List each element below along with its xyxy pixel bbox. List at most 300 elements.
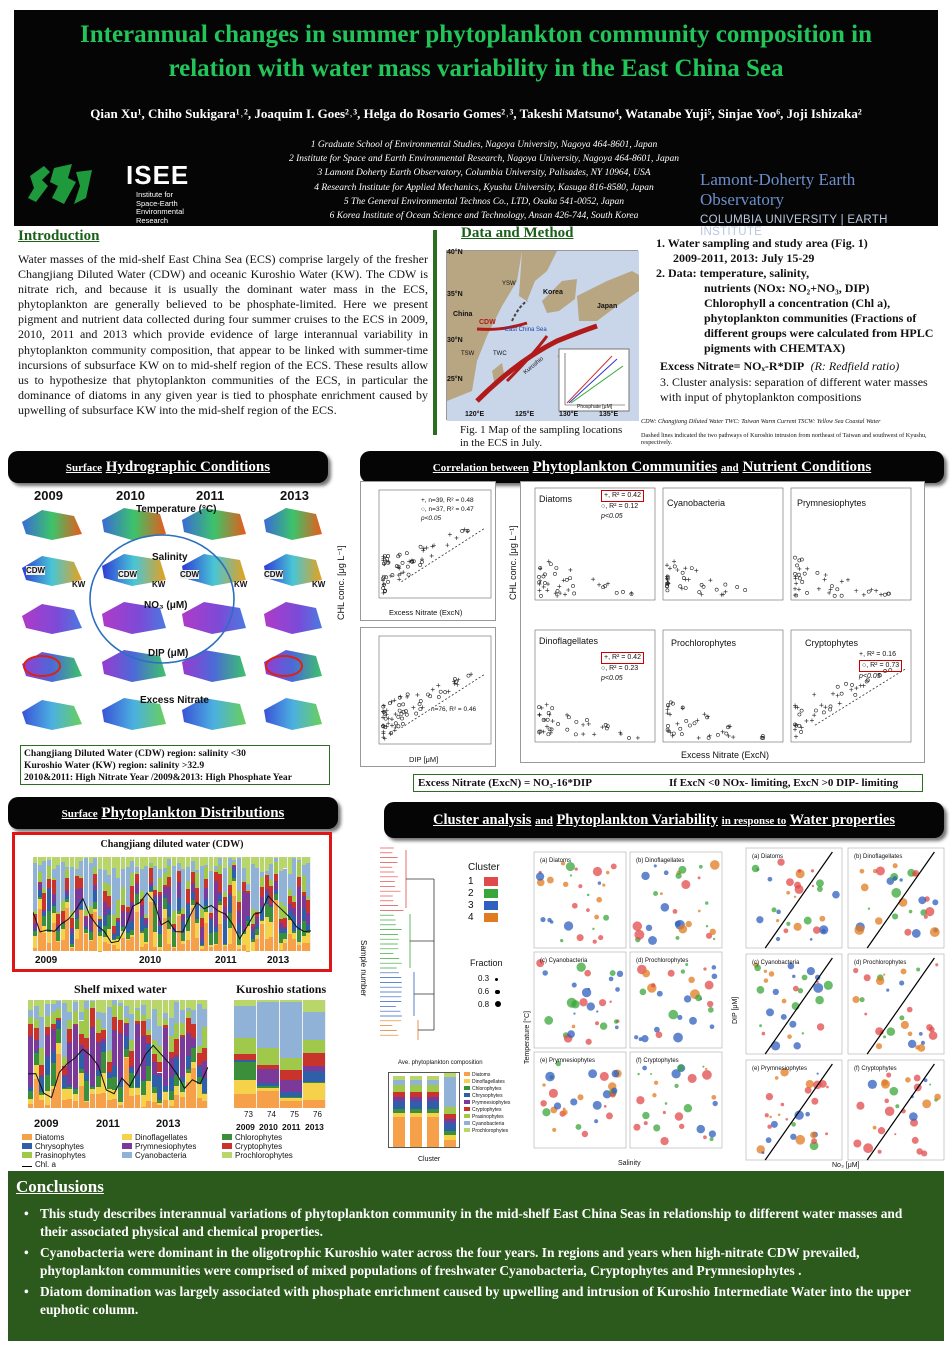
data-point — [776, 910, 781, 915]
data-point — [703, 967, 706, 970]
data-point — [565, 713, 569, 717]
data-point — [641, 1035, 648, 1042]
avg-composition-bar — [410, 1092, 422, 1096]
data-point — [562, 578, 566, 582]
data-point — [769, 1116, 772, 1119]
data-point — [650, 1073, 652, 1075]
data-point — [771, 1041, 780, 1050]
data-point — [793, 703, 797, 707]
data-point — [813, 926, 821, 934]
data-point — [390, 717, 394, 721]
avg-composition-bar — [427, 1117, 439, 1147]
data-point — [683, 566, 687, 570]
data-point — [437, 695, 440, 698]
legend-item — [222, 1151, 293, 1160]
data-point — [781, 1014, 787, 1020]
data-point — [813, 983, 823, 993]
legend-swatch — [122, 1152, 132, 1158]
data-point — [840, 579, 844, 583]
data-point — [706, 925, 708, 927]
cluster-number: 4 — [468, 912, 474, 923]
data-point — [586, 908, 590, 912]
data-point — [419, 708, 422, 711]
data-point — [811, 1098, 818, 1105]
data-point — [552, 1128, 556, 1132]
data-point — [538, 706, 541, 709]
data-point — [681, 969, 685, 973]
data-point — [934, 1094, 941, 1101]
data-point — [666, 724, 669, 727]
legend-label: Chlorophytes — [235, 1133, 283, 1142]
data-point — [768, 877, 773, 882]
data-point — [545, 1072, 555, 1082]
data-point — [794, 923, 802, 931]
data-point — [611, 1088, 617, 1094]
data-point — [885, 1106, 895, 1116]
correlation-ribbon: Correlation between Phytoplankton Communities and Nutrient Conditions — [360, 451, 944, 483]
data-point — [598, 881, 601, 884]
data-point — [725, 732, 728, 735]
data-point — [591, 577, 595, 581]
data-point — [586, 1039, 592, 1045]
avg-composition-bar — [410, 1101, 422, 1108]
data-point — [793, 572, 796, 575]
avg-composition-bar — [410, 1097, 422, 1101]
data-point — [908, 1032, 913, 1037]
data-point — [675, 921, 681, 927]
data-point — [819, 916, 825, 922]
composition-bar — [257, 1069, 279, 1083]
data-point — [907, 1007, 913, 1013]
cluster-number: 1 — [468, 876, 474, 887]
data-point — [864, 974, 871, 981]
data-point — [536, 872, 544, 880]
data-point — [731, 735, 735, 739]
data-point — [642, 970, 650, 978]
data-point — [863, 1143, 873, 1153]
data-point — [688, 1074, 697, 1083]
data-point — [803, 572, 806, 575]
data-point — [724, 590, 728, 594]
data-point — [916, 968, 920, 972]
data-point — [592, 928, 594, 930]
avg-composition-chart: Ave. phytoplankton composition Diatoms Dinoflagellates Chlorophytes Chrysophytes Prymnesiophytes Cryptophytes Prasinophytes Cyanobacteria Prochlorophytes Cluster — [380, 1060, 520, 1170]
data-point — [836, 693, 840, 697]
legend-swatch — [464, 1093, 470, 1097]
data-point — [833, 594, 836, 597]
data-point — [555, 566, 558, 569]
data-point — [831, 692, 835, 696]
fraction-dot — [495, 1001, 501, 1007]
data-point — [564, 921, 573, 930]
data-point — [829, 708, 832, 711]
composition-bar — [257, 1091, 279, 1108]
data-point — [425, 546, 429, 550]
composition-legend — [22, 1133, 332, 1169]
data-point — [876, 866, 885, 875]
data-point — [929, 1083, 931, 1085]
data-point — [588, 1069, 597, 1078]
data-point — [542, 585, 546, 589]
data-point — [838, 701, 842, 705]
data-point — [679, 727, 682, 730]
data-point — [593, 867, 602, 876]
legend-swatch — [464, 1114, 470, 1118]
data-point — [382, 562, 385, 565]
intro-heading: Introduction — [18, 228, 100, 244]
composition-bar — [280, 1098, 302, 1101]
cluster-method: 3. Cluster analysis: separation of different water masses with input of phytoplankton compositions — [660, 375, 928, 404]
composition-bar — [303, 1083, 325, 1100]
avg-composition-bar — [410, 1117, 422, 1147]
legend-swatch — [464, 1128, 470, 1132]
data-point — [621, 590, 624, 593]
legend-label: Cryptophytes — [472, 1107, 502, 1113]
data-point — [806, 1080, 814, 1088]
data-point — [797, 573, 800, 576]
data-point — [394, 722, 397, 725]
data-point — [391, 574, 394, 577]
data-point — [678, 925, 687, 934]
avg-composition-bar — [444, 1119, 456, 1123]
data-point — [660, 892, 663, 895]
data-point — [663, 1111, 666, 1114]
avg-composition-bar — [444, 1140, 456, 1147]
data-point — [793, 986, 799, 992]
data-point — [876, 1043, 882, 1049]
data-point — [394, 712, 398, 716]
kuroshio-title: Kuroshio stations — [236, 982, 327, 996]
data-point — [557, 584, 561, 588]
divider-line — [433, 230, 437, 435]
legend-swatch — [464, 1121, 470, 1125]
data-point — [542, 970, 547, 975]
data-point — [675, 1112, 683, 1120]
data-point — [756, 916, 763, 923]
data-point — [824, 573, 828, 577]
conclusions-section — [8, 1171, 944, 1341]
data-point — [715, 588, 718, 591]
data-point — [918, 896, 926, 904]
data-point — [812, 693, 816, 697]
data-point — [545, 588, 549, 592]
legend-label: Cryptophytes — [235, 1142, 283, 1151]
data-point — [666, 707, 670, 711]
data-point — [804, 719, 808, 723]
data-point — [389, 574, 393, 578]
cluster-swatch — [484, 877, 498, 886]
data-point — [812, 885, 814, 887]
data-point — [563, 592, 567, 596]
data-point — [588, 988, 590, 990]
data-point — [785, 1118, 788, 1121]
data-point — [455, 536, 459, 540]
data-point — [712, 965, 717, 970]
data-point — [881, 1079, 888, 1086]
composition-bar — [257, 1083, 279, 1087]
data-point — [878, 1127, 885, 1134]
data-point — [800, 730, 803, 733]
avg-legend-item — [464, 1072, 510, 1079]
data-point — [646, 925, 652, 931]
data-point — [817, 1023, 824, 1030]
data-point — [406, 693, 409, 696]
data-point — [634, 1035, 638, 1039]
data-point — [615, 1026, 619, 1030]
data-point — [794, 882, 801, 889]
data-point — [705, 901, 708, 904]
data-point — [705, 981, 714, 990]
data-point — [675, 722, 679, 726]
data-point — [568, 568, 572, 572]
data-point — [844, 682, 847, 685]
cdw-composition-chart: Changjiang diluted water (CDW) 2009 2010 2011 2013 — [12, 832, 332, 972]
legend-label: Chl. a — [35, 1160, 56, 1169]
data-point — [675, 568, 679, 572]
data-point — [793, 556, 796, 559]
data-point — [875, 1027, 883, 1035]
avg-composition-bar — [427, 1092, 439, 1096]
legend-swatch — [222, 1134, 232, 1140]
avg-composition-bar — [444, 1114, 456, 1118]
data-point — [935, 963, 938, 966]
legend-item — [122, 1133, 187, 1142]
data-point — [757, 986, 765, 994]
data-point — [912, 1137, 919, 1144]
legend-item — [22, 1160, 56, 1169]
data-point — [575, 720, 578, 723]
data-point — [800, 709, 803, 712]
data-point — [710, 1024, 715, 1029]
data-point — [879, 593, 883, 597]
legend-label: Chrysophytes — [35, 1142, 84, 1151]
data-point — [627, 736, 630, 739]
data-point — [419, 563, 422, 566]
legend-swatch — [464, 1107, 470, 1111]
avg-composition-bar — [427, 1113, 439, 1117]
data-point — [832, 891, 840, 899]
data-point — [382, 704, 386, 708]
composition-bar — [303, 1082, 325, 1083]
data-point — [922, 1099, 931, 1108]
data-point — [587, 894, 590, 897]
data-point — [547, 713, 551, 717]
data-point — [805, 591, 808, 594]
kuroshio-composition-chart — [234, 1000, 326, 1108]
data-point — [668, 1010, 678, 1020]
data-point — [702, 712, 706, 716]
data-point — [640, 989, 647, 996]
data-point — [767, 1124, 771, 1128]
abbreviations: CDW: Changjiang Diluted Water TWC: Taiwan Warm Current TSCW: Yellow Sea Coastal Water — [641, 418, 881, 425]
data-point — [386, 580, 389, 583]
data-point — [840, 692, 843, 695]
legend-swatch — [22, 1161, 32, 1167]
data-point — [661, 903, 670, 912]
data-point — [710, 860, 720, 870]
data-point — [595, 1021, 599, 1025]
legend-label: Diatoms — [35, 1133, 65, 1142]
data-point — [816, 571, 819, 574]
data-point — [712, 973, 718, 979]
data-point — [431, 688, 435, 692]
composition-bar — [280, 1092, 302, 1097]
data-point — [606, 1112, 613, 1119]
data-point — [426, 693, 429, 696]
data-point — [800, 726, 804, 730]
composition-bar — [257, 1065, 279, 1069]
data-point — [549, 1089, 558, 1098]
data-point — [908, 1040, 916, 1048]
data-point — [874, 589, 878, 593]
cluster-swatch — [484, 913, 498, 922]
composition-bar — [257, 1088, 279, 1091]
data-point — [673, 909, 678, 914]
data-point — [893, 863, 898, 868]
avg-composition-bar — [393, 1092, 405, 1096]
data-point — [393, 728, 397, 732]
data-point — [567, 1030, 575, 1038]
avg-composition-bar — [410, 1113, 422, 1117]
data-point — [678, 866, 686, 874]
legend-swatch — [22, 1152, 32, 1158]
data-point — [593, 939, 597, 943]
avg-legend-item — [464, 1107, 510, 1114]
data-point — [469, 672, 473, 676]
composition-bar — [303, 1012, 325, 1040]
data-point — [447, 690, 451, 694]
composition-bar — [234, 1060, 256, 1062]
data-point — [693, 722, 696, 725]
data-point — [864, 1013, 867, 1016]
data-point — [850, 683, 853, 686]
data-point — [783, 928, 788, 933]
fraction-dot — [495, 978, 498, 981]
data-point — [830, 585, 833, 588]
data-point — [790, 1134, 796, 1140]
data-point — [814, 709, 817, 712]
data-point — [397, 715, 400, 718]
data-point — [930, 927, 940, 937]
data-point — [862, 593, 866, 597]
data-point — [797, 567, 801, 571]
data-point — [560, 939, 563, 942]
data-point — [912, 929, 921, 938]
data-point — [695, 995, 702, 1002]
data-point — [775, 1076, 779, 1080]
composition-bar — [280, 1101, 302, 1108]
fraction-legend — [478, 972, 501, 1011]
data-point — [674, 1084, 678, 1088]
data-point — [461, 529, 464, 532]
plot-frame — [848, 1060, 944, 1160]
data-point — [574, 733, 577, 736]
legend-item — [22, 1142, 84, 1151]
data-point — [387, 561, 390, 564]
data-point — [681, 571, 684, 574]
data-point — [603, 915, 609, 921]
data-point — [892, 913, 898, 919]
data-point — [878, 1150, 882, 1154]
data-point — [766, 1093, 773, 1100]
data-point — [537, 712, 541, 716]
data-point — [665, 563, 669, 567]
data-point — [909, 1112, 918, 1121]
data-point — [764, 978, 768, 982]
data-point — [695, 718, 699, 722]
data-point — [823, 705, 827, 709]
data-point — [752, 865, 759, 872]
data-point — [899, 1015, 904, 1020]
data-point — [793, 728, 797, 732]
chl-line — [33, 893, 311, 943]
data-point — [698, 910, 701, 913]
data-point — [685, 719, 688, 722]
legend-label: Cyanobacteria — [135, 1151, 187, 1160]
data-point — [826, 1086, 829, 1089]
data-point — [681, 880, 690, 889]
data-point — [551, 719, 555, 723]
data-point — [582, 1131, 588, 1137]
data-point — [901, 1021, 909, 1029]
data-point — [899, 981, 904, 986]
data-point — [708, 734, 712, 738]
data-point — [547, 877, 554, 884]
data-point — [773, 989, 779, 995]
fraction-legend-item — [478, 985, 501, 998]
data-point — [684, 995, 691, 1002]
data-point — [762, 1032, 766, 1036]
data-point — [673, 565, 676, 568]
data-point — [792, 975, 795, 978]
data-point — [899, 878, 902, 881]
author-list: Qian Xu¹, Chiho Sukigara¹˒², Joaquim I. Goes²˒³, Helga do Rosario Gomes²˒³, Takeshi Matsuno⁴, Watanabe Yuji⁵, Sinjae Yoo⁶, Joji Ishizaka² — [90, 106, 862, 121]
avg-composition-bar — [444, 1123, 456, 1130]
data-point — [402, 703, 405, 706]
data-point — [381, 587, 384, 590]
data-point — [680, 733, 683, 736]
data-point — [397, 577, 401, 581]
trend-line — [401, 674, 485, 728]
data-point — [711, 1095, 716, 1100]
data-point — [694, 569, 698, 573]
legend-item — [222, 1142, 282, 1151]
data-point — [444, 691, 447, 694]
fraction-value: 0.8 — [478, 1000, 490, 1009]
data-point — [577, 1094, 583, 1100]
data-point — [811, 1138, 817, 1144]
data-point — [579, 998, 587, 1006]
data-point — [597, 583, 601, 587]
data-point — [798, 869, 802, 873]
composition-bar — [303, 1066, 325, 1071]
data-point — [776, 937, 780, 941]
data-point — [585, 718, 588, 721]
data-point — [713, 938, 715, 940]
data-point — [884, 1099, 889, 1104]
data-point — [420, 557, 424, 561]
data-point — [919, 1032, 923, 1036]
data-point — [786, 878, 794, 886]
excess-nitrate-formula: Excess Nitrate= NOₓ-R*DIP (R: Redfield ratio) — [660, 359, 900, 373]
data-point — [686, 921, 692, 927]
legend-label: Prymnesiophytes — [472, 1100, 511, 1106]
fraction-legend-item — [478, 998, 501, 1011]
data-point — [766, 1137, 772, 1143]
data-point — [587, 722, 591, 726]
data-point — [636, 1096, 644, 1104]
data-point — [759, 1024, 762, 1027]
